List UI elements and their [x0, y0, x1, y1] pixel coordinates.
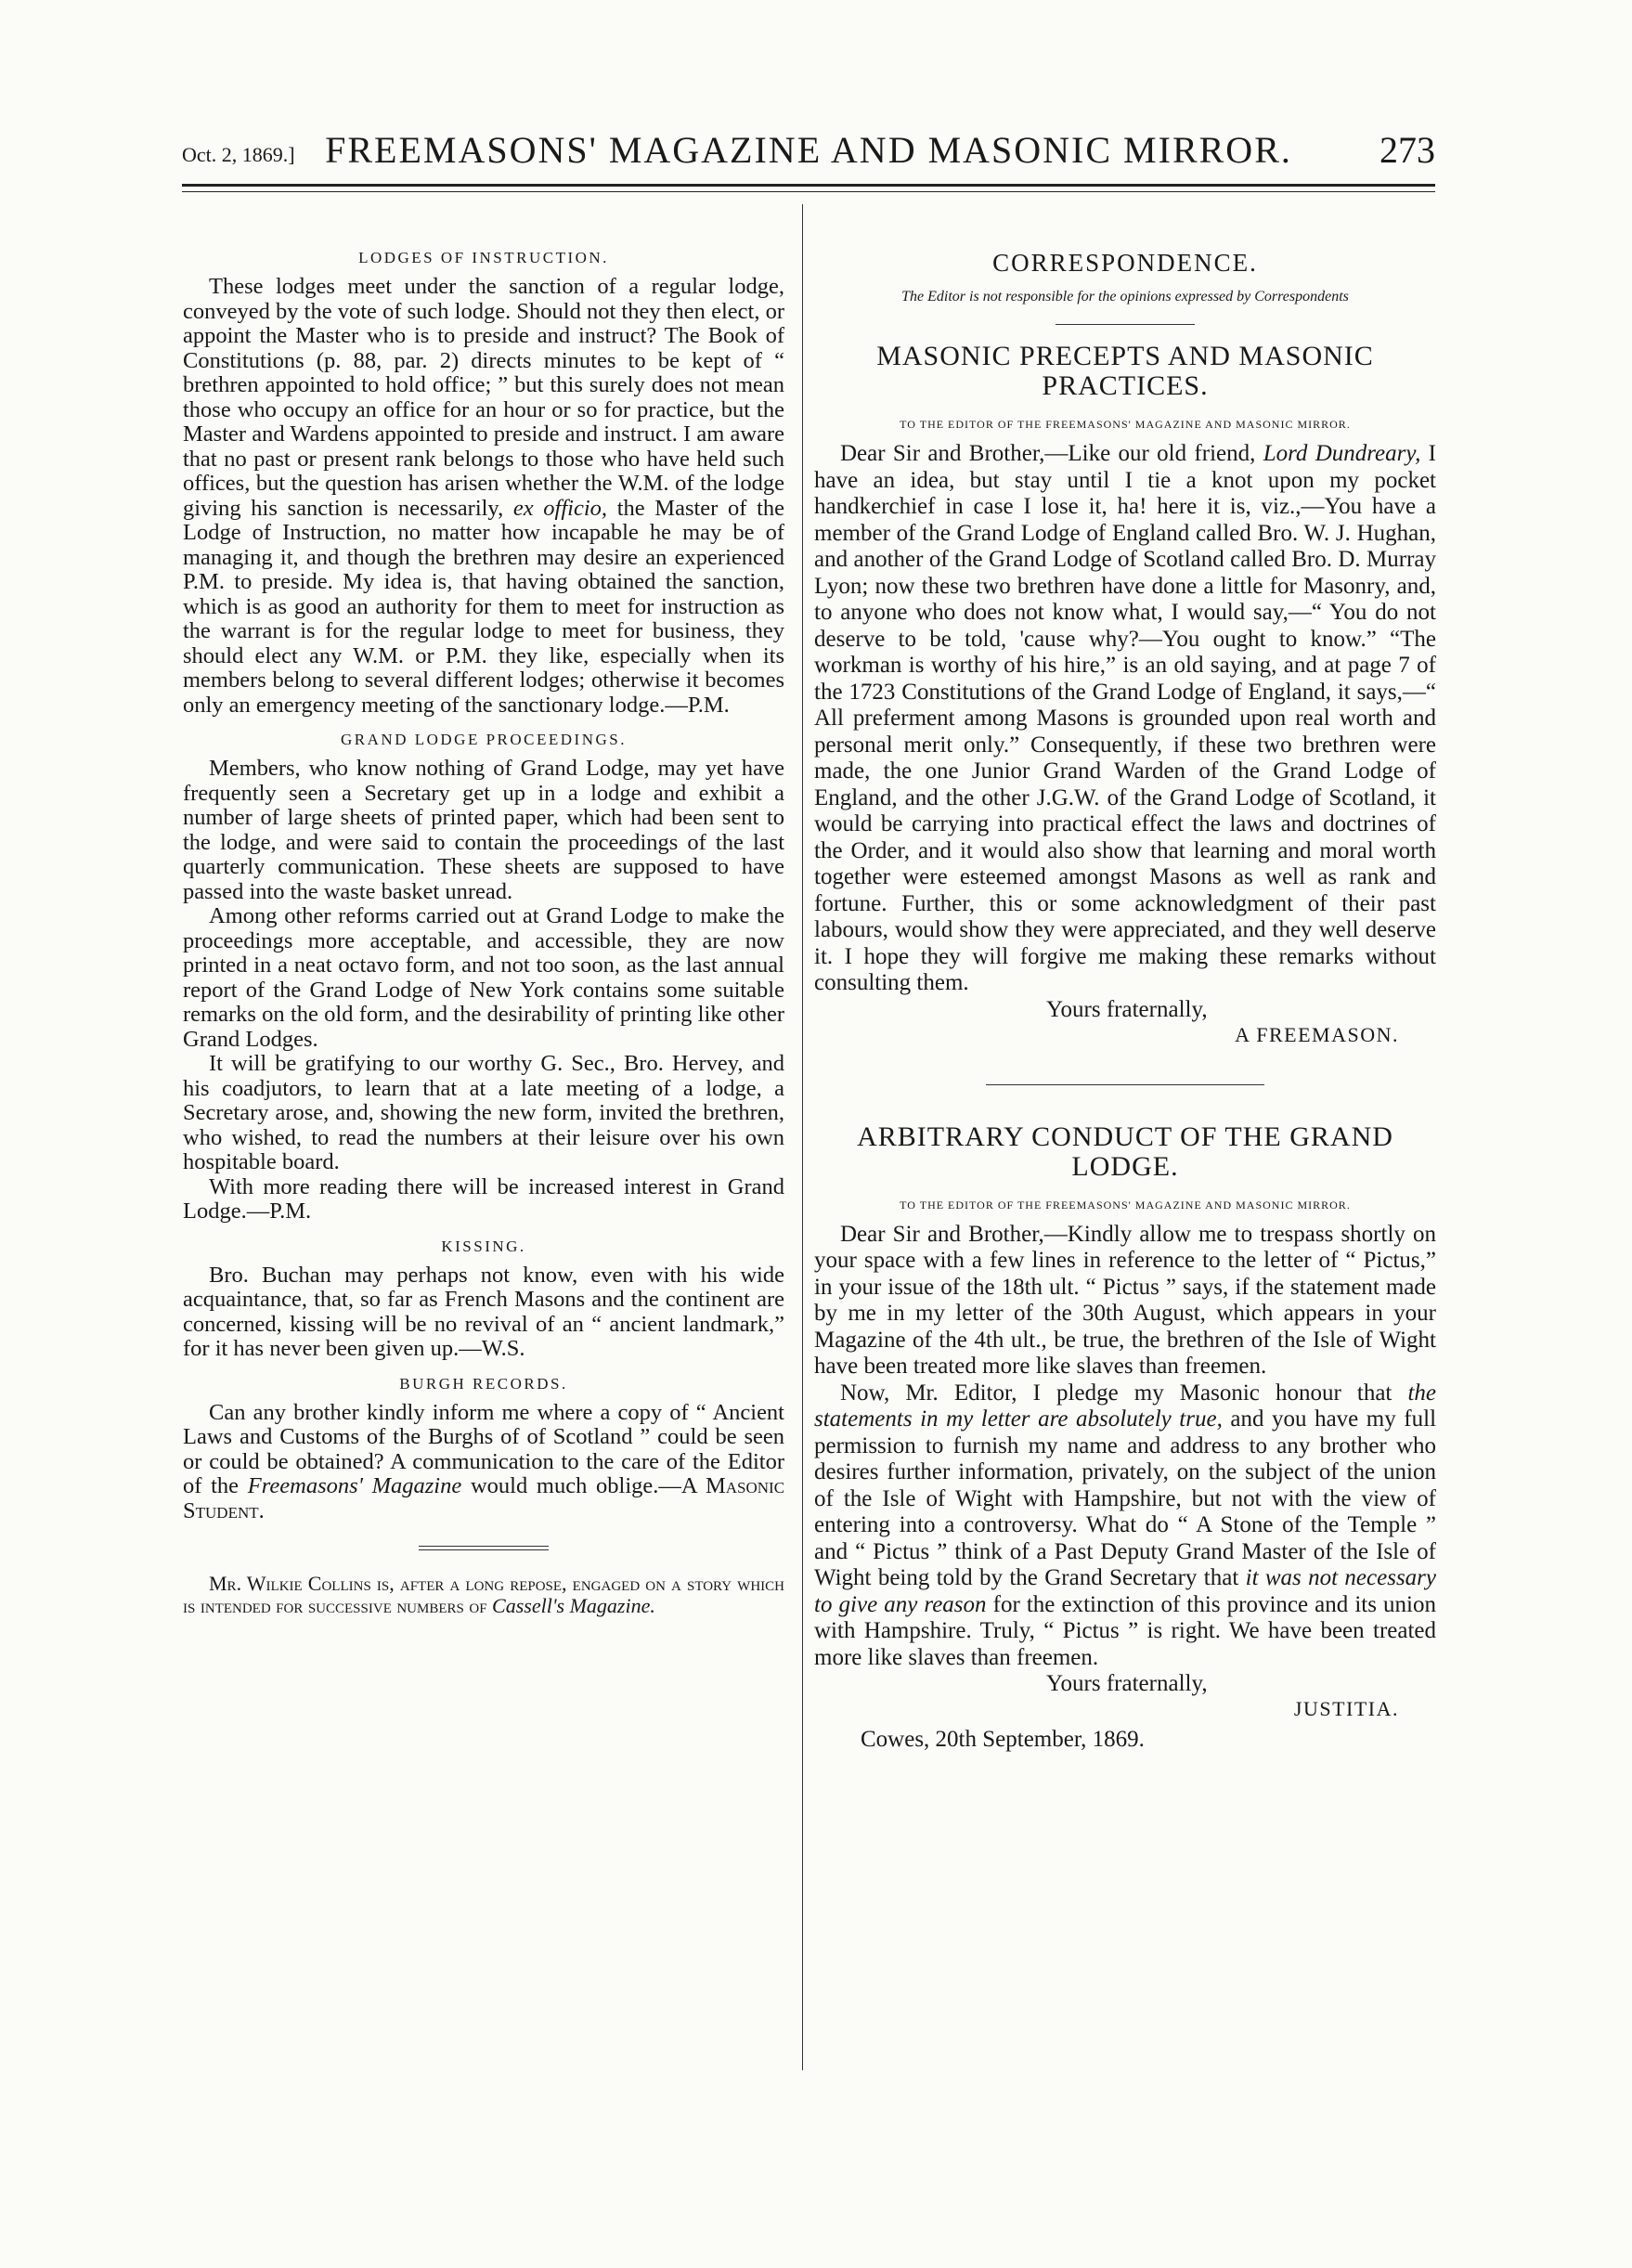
left-column: [183, 249, 784, 1617]
header-rule-thick: [182, 184, 1435, 187]
right-column: [814, 249, 1436, 1753]
signature: A FREEMASON.: [1235, 1022, 1399, 1046]
section-rule: [419, 1546, 549, 1550]
paragraph: With more reading there will be increased interest in Grand Lodge.—P.M.: [183, 1173, 784, 1224]
section-heading-burgh-records: BURGH RECORDS.: [399, 1374, 568, 1393]
paragraph: Now, Mr. Editor, I pledge my Masonic honour that the statements in my letter are absolutely true, and you have my full permission to furnish my name and address to any brother who desires further information, privately, on the subject of the union of the Isle of Wight with Hampshire, but not with the view of entering into a controversy. What do “ A Stone of the Temple ” and “ Pictus ” think of a Past Deputy Grand Master of the Isle of Wight being told by the Grand Secretary that it was not necessary to give any reason for the extinction of this province and its union with Hampshire. Truly, “ Pictus ” is right. We have been treated more like slaves than freemen.: [814, 1380, 1437, 1670]
signature: JUSTITIA.: [1293, 1697, 1399, 1720]
to-editor-line: TO THE EDITOR OF THE FREEMASONS' MAGAZINE AND MASONIC MIRROR.: [900, 418, 1351, 431]
paragraph: Bro. Buchan may perhaps not know, even with his wide acquaintance, that, so far as French Masons and the continent are concerned, kissing will be no revival of an “ ancient landmark,” for it has never been given up.—W.S.: [183, 1262, 784, 1361]
paragraph: Can any brother kindly inform me where a copy of “ Ancient Laws and Customs of the Burghs of of Scotland ” could be seen or could be obtained? A communication to the care of the Editor of the Freemasons' Magazine would much oblige.—A Masonic Student.: [183, 1399, 785, 1523]
section-heading-kissing: KISSING.: [441, 1237, 526, 1255]
editor-disclaimer: The Editor is not responsible for the opinions expressed by Correspondents: [901, 289, 1349, 305]
column-divider: [802, 204, 803, 2070]
page-header: [182, 111, 1435, 171]
to-editor-line: TO THE EDITOR OF THE FREEMASONS' MAGAZINE AND MASONIC MIRROR.: [900, 1198, 1351, 1212]
paragraph: Among other reforms carried out at Grand Lodge to make the proceedings more acceptable, and accessible, they are now printed in a neat octavo form, and not too soon, as the last annual report of the Grand Lodge of New York contains some suitable remarks on the old form, and the desirability of printing like other Grand Lodges.: [183, 903, 784, 1052]
page-number: 273: [1379, 129, 1435, 171]
section-rule: [1056, 324, 1195, 325]
article-rule: [986, 1084, 1264, 1085]
section-heading-grand-lodge-proceedings: GRAND LODGE PROCEEDINGS.: [341, 731, 627, 748]
header-rule-thin: [182, 191, 1435, 192]
dateline: Cowes, 20th September, 1869.: [861, 1727, 1145, 1752]
paragraph: Members, who know nothing of Grand Lodge, may yet have frequently seen a Secretary get up in a lodge and exhibit a number of large sheets of printed paper, which had been sent to the lodge, and were said to contain the proceedings of the last quarterly communication. These sheets are supposed to have passed into the waste basket unread.: [183, 756, 784, 904]
header-title: FREEMASONS' MAGAZINE AND MASONIC MIRROR.: [325, 129, 1292, 171]
section-heading-lodges-of-instruction: LODGES OF INSTRUCTION.: [358, 249, 609, 266]
paragraph: Dear Sir and Brother,—Like our old friend, Lord Dundreary, I have an idea, but stay until I tie a knot upon my pocket handkerchief in case I lose it, ha! here it is, viz.,—You have a member of the Grand Lodge of England called Bro. W. J. Hughan, and another of the Grand Lodge of Scotland called Bro. D. Murray Lyon; now these two brethren have done a little for Masonry, and, to anyone who does not know what, I would say,—“ You do not deserve to be told, 'cause why?—You ought to know.” “The workman is worthy of his hire,” is an old saying, and at page 7 of the 1723 Constitutions of the Grand Lodge of England, it says,—“ All preferment among Masons is grounded upon real worth and personal merit only.” Consequently, if these two brethren were made, the one Junior Grand Warden of the Grand Lodge of England, and the other J.G.W. of the Grand Lodge of Scotland, it would be carrying into practical effect the laws and doctrines of the Order, and it would also show that learning and moral worth together were esteemed amongst Masons as well as rank and fortune. Further, this or some acknowledgment of their past labours, would show they were appreciated, and they well deserve it. I hope they will forgive me making these remarks without consulting them.: [814, 441, 1436, 995]
article-title-masonic-precepts: MASONIC PRECEPTS AND MASONIC PRACTICES.: [876, 341, 1374, 401]
correspondence-title: CORRESPONDENCE.: [992, 249, 1258, 277]
paragraph: These lodges meet under the sanction of a regular lodge, conveyed by the vote of such lodge. Should not they then elect, or appoint the Master who is to preside and instruct? The Book of Constitutions (p. 88, par. 2) directs minutes to be kept of “ brethren appointed to hold office; ” but this surely does not mean those who occupy an office for an hour or so for practice, but the Master and Wardens appointed to preside and instruct. I am aware that no past or present rank belongs to those who have held such offices, but the question has arisen whether the W.M. of the lodge giving his sanction is necessarily, ex officio, the Master of the Lodge of Instruction, no matter how incapable he may be of managing it, and though the brethren may desire an experienced P.M. to preside. My idea is, that having obtained the sanction, which is as good an authority for them to meet for instruction as the warrant is for the regular lodge to meet for business, they should elect any W.M. or P.M. they like, especially when its members belong to several different lodges; otherwise it becomes only an emergency meeting of the sanctionary lodge.—P.M.: [183, 274, 784, 718]
article-title-arbitrary-conduct: ARBITRARY CONDUCT OF THE GRAND LODGE.: [857, 1121, 1393, 1182]
paragraph: It will be gratifying to our worthy G. Sec., Bro. Hervey, and his coadjutors, to learn that at a late meeting of a lodge, a Secretary arose, and, showing the new form, invited the brethren, who wished, to read the numbers at their leisure over his own hospitable board.: [183, 1051, 784, 1174]
note-paragraph: Mr. Wilkie Collins is, after a long repose, engaged on a story which is intended for successive numbers of Cassell's Magazine.: [183, 1572, 784, 1617]
paragraph: Dear Sir and Brother,—Kindly allow me to trespass shortly on your space with a few lines in reference to the letter of “ Pictus,” in your issue of the 18th ult. “ Pictus ” says, if the statement made by me in my letter of the 30th August, which appears in your Magazine of the 4th ult., be true, the brethren of the Isle of Wight have been treated more like slaves than freemen.: [814, 1221, 1436, 1379]
signoff: Yours fraternally,: [1046, 1671, 1208, 1696]
header-date: Oct. 2, 1869.]: [182, 143, 295, 166]
signoff: Yours fraternally,: [1046, 996, 1208, 1022]
